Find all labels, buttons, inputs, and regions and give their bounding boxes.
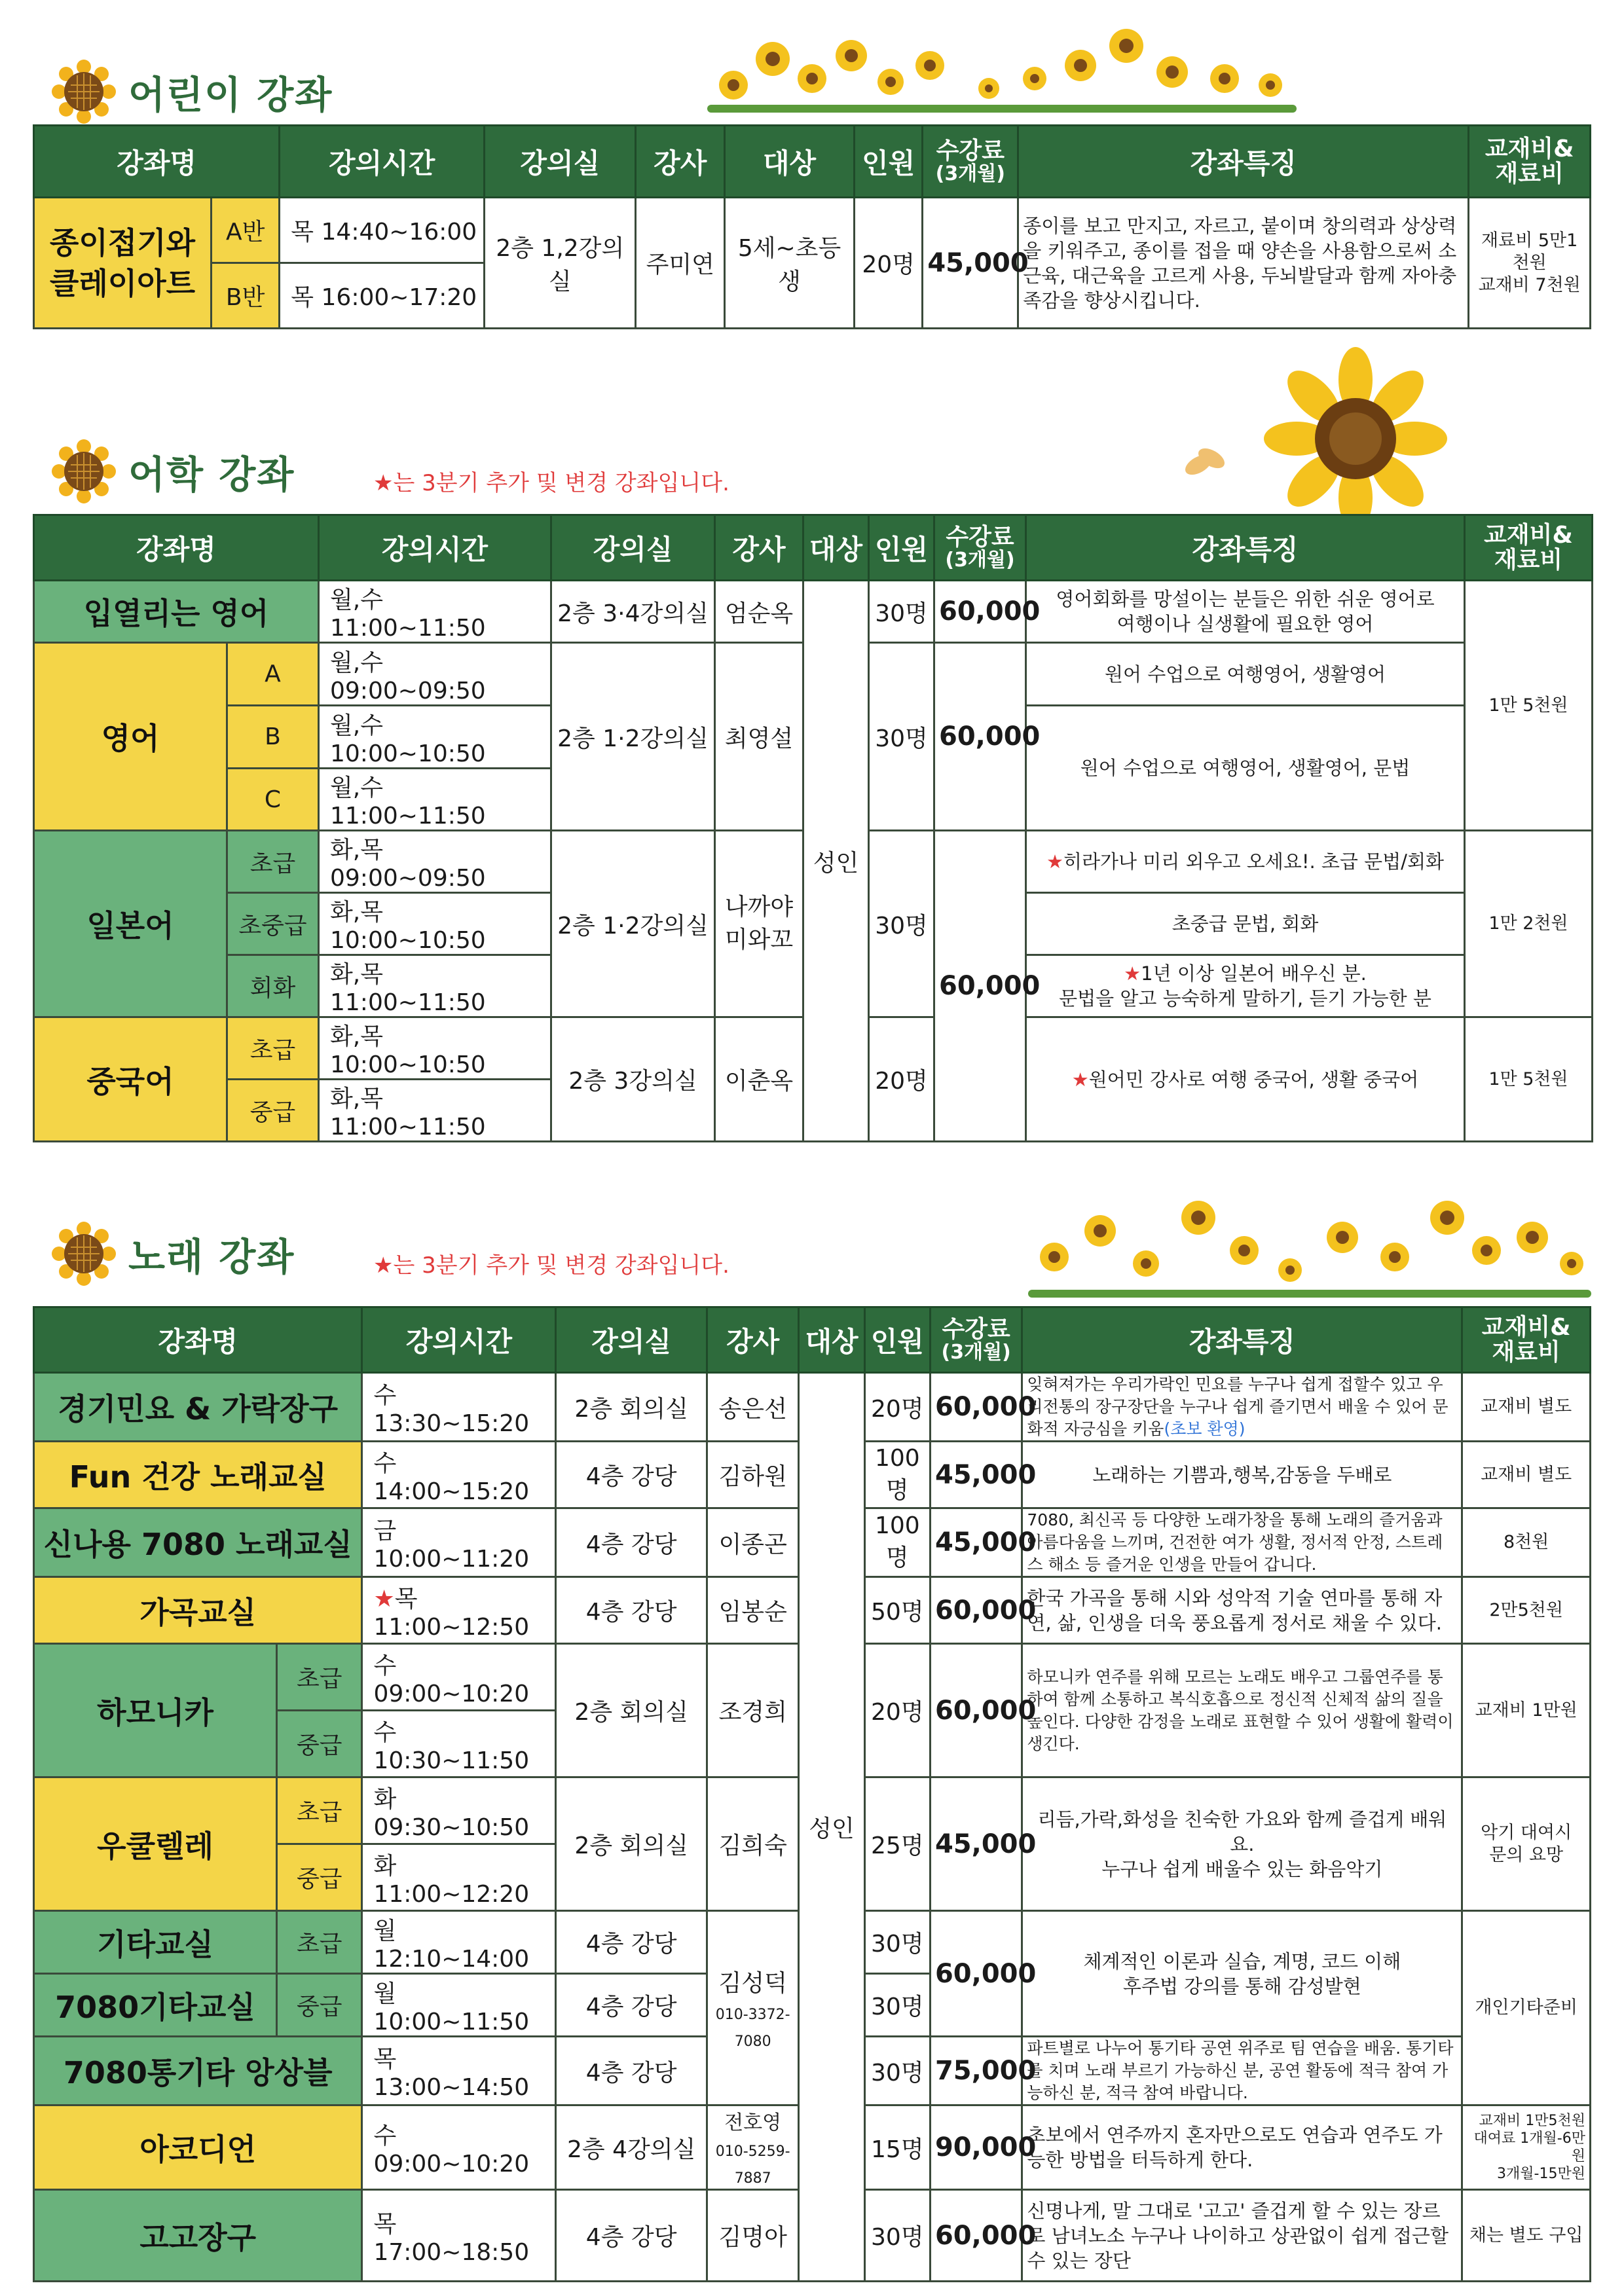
course-time: 화,목 10:00~10:50 — [319, 1017, 551, 1080]
course-name: 가곡교실 — [34, 1577, 362, 1644]
course-capacity: 20명 — [864, 1644, 930, 1777]
course-time: 수 09:00~10:20 — [362, 2105, 556, 2190]
course-time: 목 13:00~14:50 — [362, 2037, 556, 2105]
sunflower-icon — [51, 439, 117, 504]
course-teacher: 김명아 — [707, 2190, 798, 2282]
course-fee: 45,000 — [930, 1508, 1022, 1577]
level-label: 초급 — [277, 1644, 362, 1711]
sunflower-icon — [51, 59, 117, 124]
class-label: A반 — [212, 198, 280, 263]
course-name: 우쿨렐레 — [34, 1777, 277, 1911]
course-fee: 90,000 — [930, 2105, 1022, 2190]
course-name: Fun 건강 노래교실 — [34, 1442, 362, 1508]
course-feature: ★원어민 강사로 여행 중국어, 생활 중국어 — [1026, 1017, 1465, 1142]
lang-note: ★는 3분기 추가 및 변경 강좌입니다. — [373, 470, 729, 496]
course-time: 목 16:00~17:20 — [280, 263, 485, 329]
course-capacity: 30명 — [864, 1974, 930, 2037]
course-capacity: 20명 — [855, 198, 923, 329]
course-room: 4층 강당 — [556, 2190, 707, 2282]
song-title: 노래 강좌 — [128, 1235, 295, 1279]
header-target: 대상 — [803, 515, 869, 581]
course-time: 월,수 10:00~10:50 — [319, 706, 551, 769]
course-material: 교재비 1만원 — [1462, 1644, 1591, 1777]
level-label: 중급 — [277, 1844, 362, 1911]
course-teacher: 송은선 — [707, 1373, 798, 1442]
course-capacity: 30명 — [869, 581, 934, 643]
course-fee: 45,000 — [930, 1777, 1022, 1911]
course-feature: 노래하는 기쁨과,행복,감동을 두배로 — [1022, 1442, 1462, 1508]
level-label: 초급 — [277, 1777, 362, 1844]
course-time: 수 13:30~15:20 — [362, 1373, 556, 1442]
course-time: 수 14:00~15:20 — [362, 1442, 556, 1508]
course-room: 2층 1·2강의실 — [551, 831, 715, 1017]
course-feature: 영어회화를 망설이는 분들은 위한 쉬운 영어로 여행이나 실생활에 필요한 영어 — [1026, 581, 1465, 643]
course-room: 2층 회의실 — [556, 1777, 707, 1911]
course-feature: ★히라가나 미리 외우고 오세요!. 초급 문법/회화 — [1026, 831, 1465, 893]
song-header-row — [34, 1307, 1591, 1373]
level-label: B — [227, 706, 319, 769]
course-capacity: 30명 — [864, 2037, 930, 2105]
course-name: 경기민요 & 가락장구 — [34, 1373, 362, 1442]
level-label: 회화 — [227, 955, 319, 1017]
header-room: 강의실 — [556, 1307, 707, 1373]
course-teacher: 전호영 010-5259-7887 — [707, 2105, 798, 2190]
sunflower-large-decoration — [1159, 354, 1486, 524]
course-time: 목 14:40~16:00 — [280, 198, 485, 263]
course-time: 월 12:10~14:00 — [362, 1911, 556, 1974]
course-room: 2층 회의실 — [556, 1373, 707, 1442]
header-capacity: 인원 — [864, 1307, 930, 1373]
course-feature: 종이를 보고 만지고, 자르고, 붙이며 창의력과 상상력을 키워주고, 종이를 접을 때 양손을 사용함으로써 소근육, 대근육을 고르게 사용, 두뇌발달과 함께 자아충족감을 향상시킵니다. — [1018, 198, 1469, 329]
course-name: 영어 — [34, 643, 227, 831]
kids-header-row — [34, 126, 1591, 198]
course-feature: 초보에서 연주까지 혼자만으로도 연습과 연주도 가능한 방법을 터득하게 한다. — [1022, 2105, 1462, 2190]
course-capacity: 20명 — [869, 1017, 934, 1142]
course-material: 재료비 5만1천원 교재비 7천원 — [1469, 198, 1591, 329]
header-feature: 강좌특징 — [1022, 1307, 1462, 1373]
header-material: 교재비& 재료비 — [1462, 1307, 1591, 1373]
course-material: 교재비 별도 — [1462, 1373, 1591, 1442]
course-feature: ★1년 이상 일본어 배우신 분. 문법을 알고 능숙하게 말하기, 듣기 가능한 분 — [1026, 955, 1465, 1017]
course-fee: 60,000 — [934, 643, 1026, 831]
level-label: 초급 — [227, 1017, 319, 1080]
song-table — [33, 1306, 1591, 2282]
course-room: 2층 4강의실 — [556, 2105, 707, 2190]
level-label: C — [227, 769, 319, 831]
header-course: 강좌명 — [34, 1307, 362, 1373]
course-time: 월 10:00~11:50 — [362, 1974, 556, 2037]
course-teacher: 이춘옥 — [715, 1017, 803, 1142]
course-capacity: 100명 — [864, 1442, 930, 1508]
course-room: 4층 강당 — [556, 1508, 707, 1577]
course-room: 2층 회의실 — [556, 1644, 707, 1777]
course-name: 중국어 — [34, 1017, 227, 1142]
course-capacity: 30명 — [864, 2190, 930, 2282]
course-teacher: 임봉순 — [707, 1577, 798, 1644]
course-time: 수 10:30~11:50 — [362, 1711, 556, 1777]
course-capacity: 30명 — [869, 643, 934, 831]
lang-title: 어학 강좌 — [128, 452, 295, 497]
course-feature: 체계적인 이론과 실습, 계명, 코드 이해 후주법 강의를 통해 감성발현 — [1022, 1911, 1462, 2037]
course-capacity: 30명 — [864, 1911, 930, 1974]
course-feature: 리듬,가락,화성을 친숙한 가요와 함께 즐겁게 배워요. 누구나 쉽게 배울수 있는 화음악기 — [1022, 1777, 1462, 1911]
course-feature: 파트별로 나누어 통기타 공연 위주로 팀 연습을 배움. 통기타를 치며 노래 부르기 가능하신 분, 공연 활동에 적극 참여 가능하신 분, 적극 참여 바랍니다. — [1022, 2037, 1462, 2105]
course-name: 신나용 7080 노래교실 — [34, 1508, 362, 1577]
course-name: 7080기타교실 — [34, 1974, 277, 2037]
course-time: 화,목 10:00~10:50 — [319, 893, 551, 955]
course-capacity: 30명 — [869, 831, 934, 1017]
lang-table — [33, 514, 1593, 1142]
course-time: 화,목 11:00~11:50 — [319, 1080, 551, 1142]
course-name: 일본어 — [34, 831, 227, 1017]
course-name: 입열리는 영어 — [34, 581, 319, 643]
header-room: 강의실 — [551, 515, 715, 581]
song-section — [33, 1192, 1591, 2272]
course-capacity: 100명 — [864, 1508, 930, 1577]
sunflower-row-decoration — [707, 26, 1297, 124]
sunflower-row-decoration — [1002, 1192, 1591, 1309]
course-fee: 60,000 — [930, 1911, 1022, 2037]
course-time: 금 10:00~11:20 — [362, 1508, 556, 1577]
header-course: 강좌명 — [34, 126, 280, 198]
course-time: 화,목 11:00~11:50 — [319, 955, 551, 1017]
course-fee: 75,000 — [930, 2037, 1022, 2105]
header-teacher: 강사 — [715, 515, 803, 581]
course-target: 성인 — [803, 581, 869, 1142]
course-room: 4층 강당 — [556, 1577, 707, 1644]
course-time: 월,수 11:00~11:50 — [319, 581, 551, 643]
level-label: 초급 — [227, 831, 319, 893]
course-name: 기타교실 — [34, 1911, 277, 1974]
song-note: ★는 3분기 추가 및 변경 강좌입니다. — [373, 1252, 729, 1279]
header-time: 강의시간 — [319, 515, 551, 581]
course-fee: 60,000 — [930, 2190, 1022, 2282]
course-name: 종이접기와 클레이아트 — [34, 198, 212, 329]
course-feature: 잊혀져가는 우리가락인 민요를 누구나 쉽게 접할수 있고 우리전통의 장구장단을 누구나 쉽게 즐기면서 배울 수 있어 문화적 자긍심을 키움(초보 환영) — [1022, 1373, 1462, 1442]
course-room: 2층 3·4강의실 — [551, 581, 715, 643]
course-name: 아코디언 — [34, 2105, 362, 2190]
course-teacher: 엄순옥 — [715, 581, 803, 643]
course-time: 수 09:00~10:20 — [362, 1644, 556, 1711]
course-feature: 하모니카 연주를 위해 모르는 노래도 배우고 그룹연주를 통하여 함께 소통하고 복식호흡으로 정신적 신체적 삶의 질을 높인다. 다양한 감정을 노래로 표현할 수 있어 생활에 활력이 생긴다. — [1022, 1644, 1462, 1777]
header-time: 강의시간 — [280, 126, 485, 198]
course-teacher: 김하원 — [707, 1442, 798, 1508]
header-target: 대상 — [725, 126, 855, 198]
course-room: 4층 강당 — [556, 1911, 707, 1974]
course-material: 2만5천원 — [1462, 1577, 1591, 1644]
course-teacher: 김성덕 010-3372-7080 — [707, 1911, 798, 2105]
table-row — [34, 198, 1591, 263]
course-teacher: 이종곤 — [707, 1508, 798, 1577]
course-time: ★목 11:00~12:50 — [362, 1577, 556, 1644]
table-row — [34, 1373, 1591, 1442]
course-room: 4층 강당 — [556, 2037, 707, 2105]
course-name: 7080통기타 앙상블 — [34, 2037, 362, 2105]
song-heading — [51, 1221, 295, 1286]
course-feature: 신명나게, 말 그대로 '고고' 즐겁게 할 수 있는 장르로 남녀노소 누구나 나이하고 상관없이 쉽게 접근할 수 있는 장단 — [1022, 2190, 1462, 2282]
course-room: 2층 1·2강의실 — [551, 643, 715, 831]
course-material: 1만 5천원 — [1465, 1017, 1593, 1142]
kids-heading — [51, 59, 333, 124]
header-teacher: 강사 — [636, 126, 725, 198]
course-capacity: 15명 — [864, 2105, 930, 2190]
course-fee: 45,000 — [923, 198, 1018, 329]
course-material: 개인기타준비 — [1462, 1911, 1591, 2105]
level-label: 중급 — [277, 1711, 362, 1777]
header-capacity: 인원 — [855, 126, 923, 198]
course-room: 4층 강당 — [556, 1974, 707, 2037]
header-material: 교재비& 재료비 — [1469, 126, 1591, 198]
header-room: 강의실 — [485, 126, 636, 198]
course-capacity: 20명 — [864, 1373, 930, 1442]
level-label: 초급 — [277, 1911, 362, 1974]
table-row — [34, 581, 1593, 643]
course-room: 2층 1,2강의실 — [485, 198, 636, 329]
course-room: 4층 강당 — [556, 1442, 707, 1508]
header-target: 대상 — [799, 1307, 864, 1373]
course-material: 8천원 — [1462, 1508, 1591, 1577]
lang-section — [33, 354, 1591, 1140]
course-teacher: 조경희 — [707, 1644, 798, 1777]
course-time: 목 17:00~18:50 — [362, 2190, 556, 2282]
course-feature: 원어 수업으로 여행영어, 생활영어 — [1026, 643, 1465, 706]
course-fee: 60,000 — [930, 1373, 1022, 1442]
header-feature: 강좌특징 — [1026, 515, 1465, 581]
header-fee: 수강료 (3개월) — [934, 515, 1026, 581]
level-label: 중급 — [227, 1080, 319, 1142]
course-material: 1만 5천원 — [1465, 581, 1593, 831]
sunflower-icon — [51, 1221, 117, 1286]
course-material: 채는 별도 구입 — [1462, 2190, 1591, 2282]
course-feature: 7080, 최신곡 등 다양한 노래가창을 통해 노래의 즐거움과 아름다움을 느끼며, 건전한 여가 생활, 정서적 안정, 스트레스 해소 등 즐거운 인생을 만들어 갑니다. — [1022, 1508, 1462, 1577]
course-name: 고고장구 — [34, 2190, 362, 2282]
course-feature: 원어 수업으로 여행영어, 생활영어, 문법 — [1026, 706, 1465, 831]
course-material: 악기 대여시 문의 요망 — [1462, 1777, 1591, 1911]
course-time: 화 11:00~12:20 — [362, 1844, 556, 1911]
course-fee: 60,000 — [930, 1577, 1022, 1644]
course-teacher: 주미연 — [636, 198, 725, 329]
course-capacity: 50명 — [864, 1577, 930, 1644]
course-material: 교재비 별도 — [1462, 1442, 1591, 1508]
header-capacity: 인원 — [869, 515, 934, 581]
course-teacher: 최영설 — [715, 643, 803, 831]
course-material: 1만 2천원 — [1465, 831, 1593, 1017]
header-material: 교재비& 재료비 — [1465, 515, 1593, 581]
course-room: 2층 3강의실 — [551, 1017, 715, 1142]
header-fee: 수강료 (3개월) — [930, 1307, 1022, 1373]
course-material: 교재비 1만5천원 대여료 1개월-6만원 3개월-15만원 — [1462, 2105, 1591, 2190]
level-label: 초중급 — [227, 893, 319, 955]
course-target: 5세~초등생 — [725, 198, 855, 329]
course-name: 하모니카 — [34, 1644, 277, 1777]
course-feature: 초중급 문법, 회화 — [1026, 893, 1465, 955]
course-teacher: 나까야 미와꼬 — [715, 831, 803, 1017]
course-fee: 45,000 — [930, 1442, 1022, 1508]
header-teacher: 강사 — [707, 1307, 798, 1373]
class-label: B반 — [212, 263, 280, 329]
course-fee: 60,000 — [934, 581, 1026, 643]
course-teacher: 김희숙 — [707, 1777, 798, 1911]
header-course: 강좌명 — [34, 515, 319, 581]
course-fee: 60,000 — [930, 1644, 1022, 1777]
course-time: 월,수 11:00~11:50 — [319, 769, 551, 831]
course-fee: 60,000 — [934, 831, 1026, 1142]
level-label: A — [227, 643, 319, 706]
level-label: 중급 — [277, 1974, 362, 2037]
course-time: 화 09:30~10:50 — [362, 1777, 556, 1844]
kids-table — [33, 124, 1591, 329]
header-time: 강의시간 — [362, 1307, 556, 1373]
course-capacity: 25명 — [864, 1777, 930, 1911]
header-feature: 강좌특징 — [1018, 126, 1469, 198]
header-fee: 수강료 (3개월) — [923, 126, 1018, 198]
course-feature: 한국 가곡을 통해 시와 성악적 기술 연마를 통해 자연, 삶, 인생을 더욱 풍요롭게 정서로 채울 수 있다. — [1022, 1577, 1462, 1644]
lang-heading — [51, 439, 295, 504]
course-time: 월,수 09:00~09:50 — [319, 643, 551, 706]
lang-header-row — [34, 515, 1593, 581]
course-target: 성인 — [799, 1373, 864, 2282]
kids-title: 어린이 강좌 — [128, 73, 333, 117]
kids-section — [33, 39, 1591, 340]
course-time: 화,목 09:00~09:50 — [319, 831, 551, 893]
